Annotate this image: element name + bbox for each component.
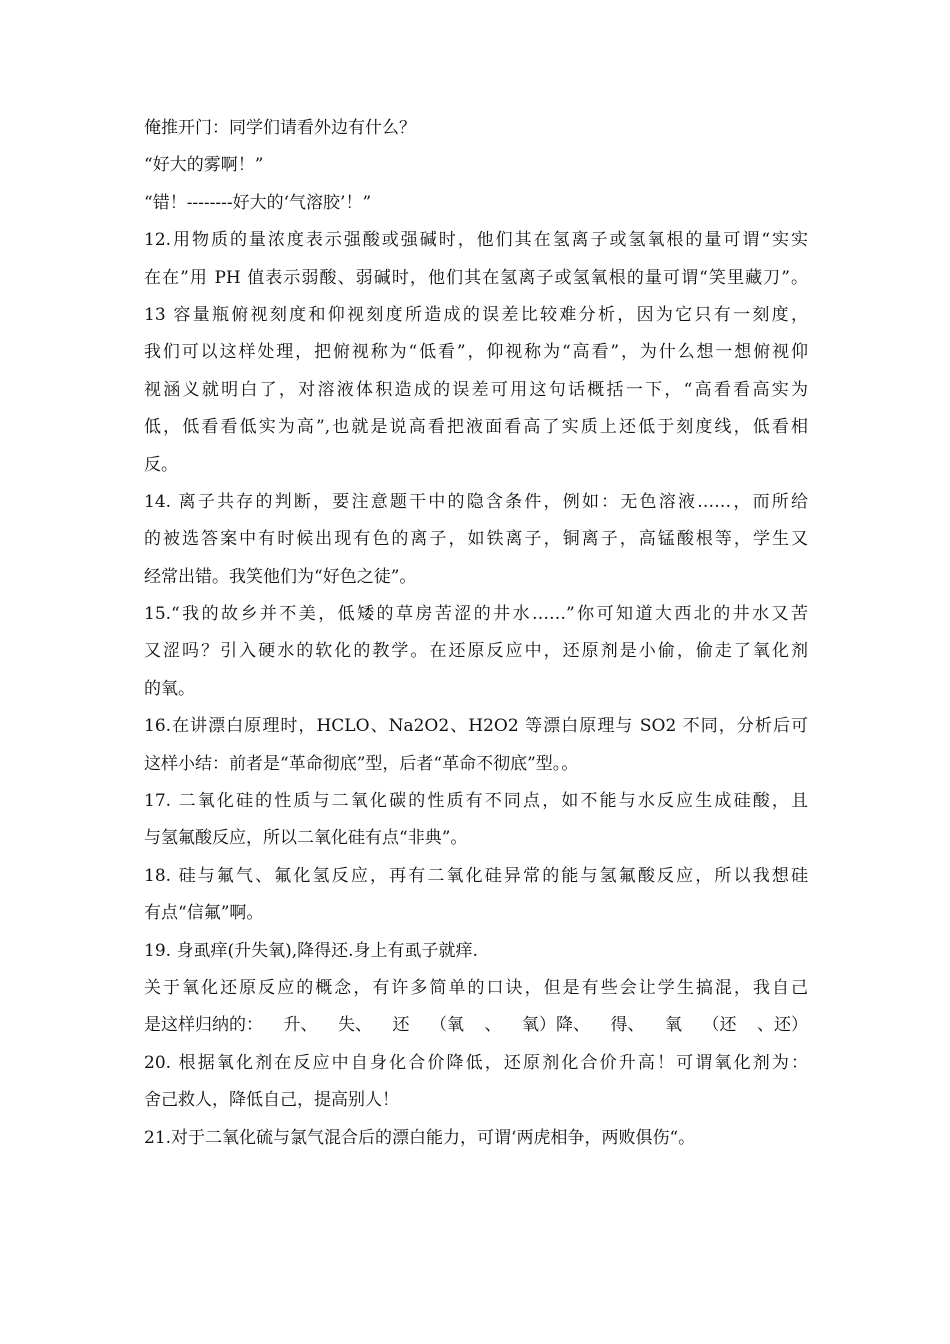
mnemonic-token: 氧）降、 [522,1015,590,1036]
item-18-line-1: 18. 硅与氟气、氟化氢反应，再有二氧化硅异常的能与氢氟酸反应，所以我想硅 [144,865,808,886]
document-page [144,110,808,1157]
mnemonic-token: （还 [702,1015,737,1036]
item-14-line-3: 经常出错。我笑他们为“好色之徒”。 [144,566,417,587]
mnemonic-token: 得、 [610,1015,645,1036]
item-13-line-3: 视涵义就明白了，对溶液体积造成的误差可用这句话概括一下，“高看看高实为 [144,379,808,400]
mnemonic-token: 升、 [283,1015,318,1036]
text-line: 俺推开门：同学们请看外边有什么？ [144,118,416,138]
item-18-line-2: 有点“信氟”啊。 [144,903,264,924]
item-13-line-1: 13 容量瓶俯视刻度和仰视刻度所造成的误差比较难分析，因为它只有一刻度， [144,304,808,325]
item-15-line-3: 的氧。 [144,678,195,699]
item-14-line-1: 14. 离子共存的判断，要注意题干中的隐含条件，例如：无色溶液……，而所给 [144,491,808,512]
text-line: “好大的雾啊！” [144,155,264,176]
text-line: “错！--------好大的‘气溶胶’！” [144,192,372,213]
item-16-line-1: 16.在讲漂白原理时，HCLO、Na2O2、H2O2 等漂白原理与 SO2 不同，分析后可 [144,716,808,737]
item-16-line-2: 这样小结：前者是“革命彻底”型，后者“革命不彻底”型。。 [144,753,579,774]
mnemonic-token: 、 [484,1015,502,1036]
item-15-line-1: 15.“我的故乡并不美，低矮的草房苦涩的井水……”你可知道大西北的井水又苦 [144,604,808,625]
redox-mnemonic-line [144,1007,808,1044]
mnemonic-intro: 是这样归纳的： [144,1015,263,1036]
item-14-line-2: 的被选答案中有时候出现有色的离子，如铁离子，铜离子，高锰酸根等，学生又 [144,529,808,550]
item-20-line-2: 舍己救人，降低自己，提高别人！ [144,1090,399,1111]
item-21-line: 21.对于二氧化硫与氯气混合后的漂白能力，可谓‘两虎相争，两败俱伤“。 [144,1127,696,1148]
item-15-line-2: 又涩吗？引入硬水的软化的教学。在还原反应中，还原剂是小偷，偷走了氧化剂 [144,641,808,662]
item-12-line-1: 12.用物质的量浓度表示强酸或强碱时，他们其在氢离子或氢氧根的量可谓“实实 [144,230,808,251]
item-13-line-2: 我们可以这样处理，把俯视称为“低看”，仰视称为“高看”，为什么想一想俯视仰 [144,342,808,363]
redox-note-line-1: 关于氧化还原反应的概念，有许多简单的口诀，但是有些会让学生搞混，我自己 [144,977,808,998]
item-17-line-2: 与氢氟酸反应，所以二氧化硅有点“非典”。 [144,828,468,849]
item-12-line-2: 在在”用 PH 值表示弱酸、弱碱时，他们其在氢离子或氢氧根的量可谓“笑里藏刀”。 [144,267,808,288]
item-19-line: 19. 身虱痒(升失氧),降得还.身上有虱子就痒. [144,940,478,961]
mnemonic-token: 还 [392,1015,410,1036]
mnemonic-token: 、还） [757,1015,808,1036]
item-13-line-5: 反。 [144,454,178,475]
item-13-line-4: 低，低看看低实为高”,也就是说高看把液面看高了实质上还低于刻度线，低看相 [144,417,808,438]
item-20-line-1: 20. 根据氧化剂在反应中自身化合价降低，还原剂化合价升高！可谓氧化剂为： [144,1052,808,1073]
mnemonic-token: 氧 [665,1015,682,1036]
mnemonic-token: （氧 [430,1015,464,1036]
mnemonic-token: 失、 [338,1015,372,1036]
item-17-line-1: 17. 二氧化硅的性质与二氧化碳的性质有不同点，如不能与水反应生成硅酸，且 [144,791,808,812]
